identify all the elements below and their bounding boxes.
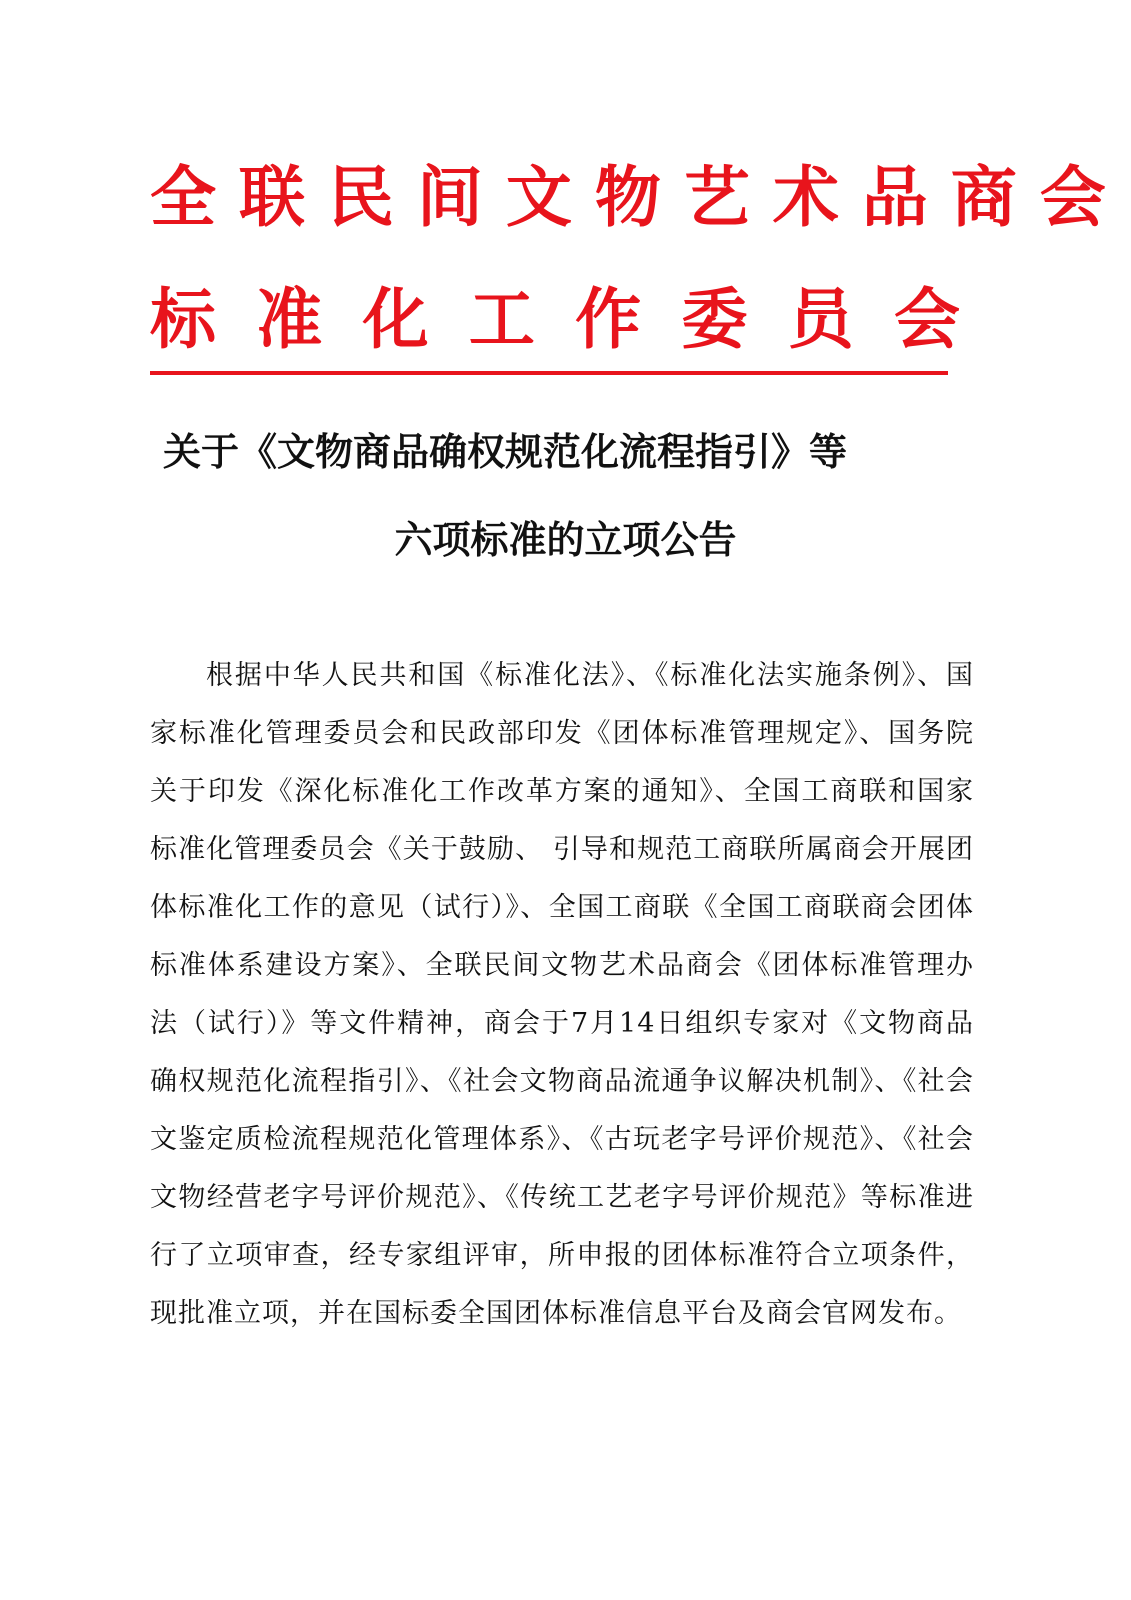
letterhead-organization: 全 联 民 间 文 物 艺 术 品 商 会 xyxy=(150,159,1106,236)
announcement-title-line1: 关于《文物商品确权规范化流程指引》等 xyxy=(163,430,848,474)
letterhead-committee: 标 准 化 工 作 委 员 会 xyxy=(150,281,960,358)
announcement-body: 根据中华人民共和国《标准化法》、《标准化法实施条例》、国家标准化管理委员会和民政部印发《团体标准管理规定》、国务院关于印发《深化标准化工作改革方案的通知》、全国工商联和国家标准化管理委员会《关于鼓励、 引导和规范工商联所属商会开展团体标准化工作的意见（试行）》、全国工商联《全国工商联商会团体标准体系建设方案》、全联民间文物艺术品商会《团体标准管理办法（试行）》等文件精神，商会于7月14日组织专家对《文物商品确权规范化流程指引》、《社会文物商品流通争议解决机制》、《社会文鉴定质检流程规范化管理体系》、《古玩老字号评价规范》、《社会文物经营老字号评价规范》、《传统工艺老字号评价规范》等标准进行了立项审查，经专家组评审，所申报的团体标准符合立项条件，现批准立项，并在国标委全国团体标准信息平台及商会官网发布。 xyxy=(150,660,974,1329)
letterhead-divider xyxy=(150,371,948,375)
announcement-title-line2: 六项标准的立项公告 xyxy=(394,518,737,562)
